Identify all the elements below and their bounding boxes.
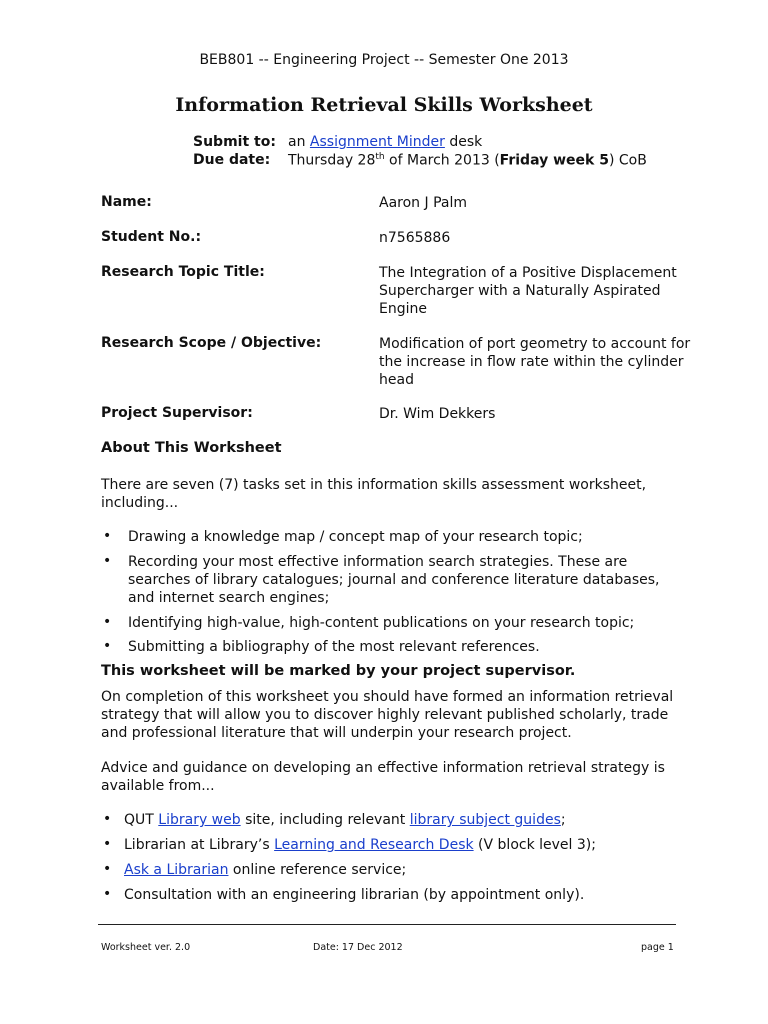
due-post: ) CoB xyxy=(608,152,647,169)
resource-item: Consultation with an engineering librarian (by appointment only). xyxy=(124,887,585,903)
submit-label: Submit to: xyxy=(193,134,276,150)
footer-page: page 1 xyxy=(641,942,674,953)
resource-text: ; xyxy=(560,812,566,828)
submit-suffix: desk xyxy=(444,134,483,150)
about-heading: About This Worksheet xyxy=(101,440,282,456)
footer-divider xyxy=(98,924,676,925)
task-item: Submitting a bibliography of the most relevant references. xyxy=(128,639,540,655)
name-label: Name: xyxy=(101,194,152,210)
due-pre: Thursday 28 xyxy=(288,152,376,169)
submit-value xyxy=(288,134,482,150)
due-sup: th xyxy=(375,152,385,162)
name-value: Aaron J Palm xyxy=(379,195,467,211)
supervisor-label: Project Supervisor: xyxy=(101,405,253,421)
footer-version: Worksheet ver. 2.0 xyxy=(101,942,191,953)
library-subject-guides-link[interactable]: library subject guides xyxy=(409,812,561,828)
bullet-marker: • xyxy=(103,836,112,852)
scope-label: Research Scope / Objective: xyxy=(101,335,322,351)
bullet-marker: • xyxy=(103,861,112,877)
library-web-link[interactable]: Library web xyxy=(158,812,241,828)
resource-item xyxy=(124,836,684,854)
marked-statement: This worksheet will be marked by your project supervisor. xyxy=(101,663,576,679)
completion-paragraph: On completion of this worksheet you should have formed an information retrieval strategy that will allow you to discover highly relevant published scholarly, trade and professional literature that will underpin your research project. xyxy=(101,689,674,741)
due-mid: of March 2013 ( xyxy=(384,152,500,169)
bullet-marker: • xyxy=(103,811,112,827)
topic-value: The Integration of a Positive Displacement Supercharger with a Naturally Aspirated Engine xyxy=(379,265,677,317)
resource-text: site, including relevant xyxy=(240,812,410,828)
footer-date: Date: 17 Dec 2012 xyxy=(313,942,403,953)
student-no-value: n7565886 xyxy=(379,230,451,246)
resource-text: (V block level 3); xyxy=(473,837,596,853)
page-title: Information Retrieval Skills Worksheet xyxy=(175,94,593,116)
task-item: Recording your most effective information search strategies. These are searches of library catalogues; journal and conference literature databases, and internet search engines; xyxy=(128,554,660,606)
bullet-marker: • xyxy=(103,638,112,654)
due-bold: Friday week 5 xyxy=(499,152,609,169)
resource-item xyxy=(124,811,684,829)
scope-value: Modification of port geometry to account for the increase in flow rate within the cylinder head xyxy=(379,336,691,388)
ask-a-librarian-link[interactable]: Ask a Librarian xyxy=(124,862,229,878)
topic-label: Research Topic Title: xyxy=(101,264,265,280)
resource-text: online reference service; xyxy=(228,862,407,878)
submit-prefix: an xyxy=(288,134,310,150)
assignment-minder-link[interactable]: Assignment Minder xyxy=(309,134,445,150)
due-date-label: Due date: xyxy=(193,152,271,168)
document-header: BEB801 -- Engineering Project -- Semester One 2013 xyxy=(199,52,569,68)
resource-text: Librarian at Library’s xyxy=(124,837,275,853)
about-intro: There are seven (7) tasks set in this information skills assessment worksheet, including... xyxy=(101,477,647,511)
student-no-label: Student No.: xyxy=(101,229,202,245)
advice-paragraph: Advice and guidance on developing an effective information retrieval strategy is available from... xyxy=(101,760,665,794)
resource-item xyxy=(124,861,684,879)
bullet-marker: • xyxy=(103,553,112,569)
task-item: Identifying high-value, high-content publications on your research topic; xyxy=(128,615,635,631)
bullet-marker: • xyxy=(103,614,112,630)
learning-research-desk-link[interactable]: Learning and Research Desk xyxy=(274,837,474,853)
bullet-marker: • xyxy=(103,528,112,544)
bullet-marker: • xyxy=(103,886,112,902)
supervisor-value: Dr. Wim Dekkers xyxy=(379,406,496,422)
due-date-value xyxy=(288,152,647,169)
resource-text: QUT xyxy=(124,812,159,828)
task-item: Drawing a knowledge map / concept map of your research topic; xyxy=(128,529,583,545)
